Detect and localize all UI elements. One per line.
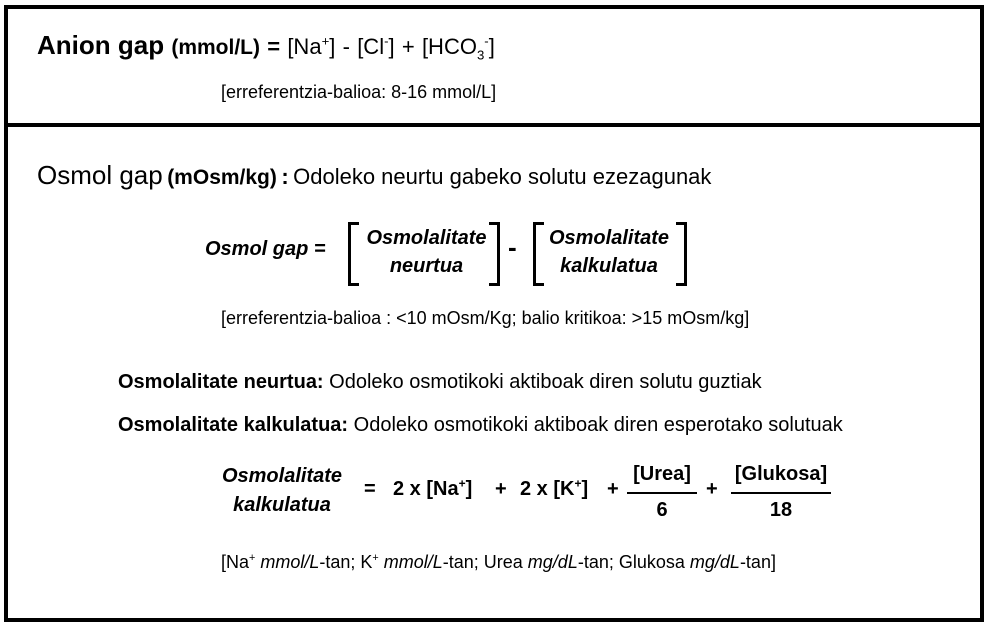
calc-formula-equals: = xyxy=(364,478,376,500)
anion-minus: - xyxy=(342,34,350,59)
calculated-term: Osmolalitate kalkulatua xyxy=(548,227,670,277)
anion-gap-reference: [erreferentzia-balioa: 8-16 mmol/L] xyxy=(221,82,497,102)
osmol-gap-heading xyxy=(37,160,711,191)
glucose-fraction-line xyxy=(731,492,831,494)
urea-denominator: 6 xyxy=(656,499,668,521)
section-divider xyxy=(4,123,984,127)
calc-plus-2: + xyxy=(607,478,619,500)
osmol-gap-reference: [erreferentzia-balioa : <10 mOsm/Kg; balio kritikoa: >15 mOsm/kg] xyxy=(221,308,750,328)
definition-calculated xyxy=(118,414,843,437)
osmol-gap-colon: : xyxy=(281,164,289,189)
calc-k-term: 2 x [K+] xyxy=(520,476,589,500)
formula-minus: - xyxy=(508,232,517,262)
definition-calculated-text: Odoleko osmotikoki aktiboak diren esperotako solutuak xyxy=(353,414,843,436)
definition-calculated-term: Osmolalitate kalkulatua: xyxy=(118,414,349,436)
anion-gap-equals: = xyxy=(267,34,281,59)
anion-gap-title: Anion gap xyxy=(37,30,165,60)
definition-measured xyxy=(118,371,762,394)
anion-gap-unit: (mmol/L) xyxy=(171,36,260,59)
anion-plus: + xyxy=(401,34,415,59)
osmol-gap-formula-label: Osmol gap = xyxy=(205,238,326,260)
glucose-denominator: 18 xyxy=(769,499,793,521)
osmol-gap-title: Osmol gap xyxy=(37,160,163,190)
glucose-numerator: [Glukosa] xyxy=(734,463,828,485)
calc-plus-3: + xyxy=(706,478,718,500)
right-bracket-calculated-close xyxy=(676,222,687,286)
measured-term: Osmolalitate neurtua xyxy=(366,227,487,277)
urea-numerator: [Urea] xyxy=(633,463,691,485)
osmol-gap-unit: (mOsm/kg) xyxy=(167,166,277,189)
calc-plus-1: + xyxy=(495,478,507,500)
anion-na-term: [Na+] xyxy=(287,33,336,59)
anion-hco3-term: $[HCO_3^-]$ xyxy=(421,33,495,63)
right-bracket-measured-close xyxy=(489,222,500,286)
units-note: [Na+ mmol/L-tan; K+ mmol/L-tan; Urea mg/dL-tan; Glukosa mg/dL-tan] xyxy=(221,552,776,572)
definition-measured-term: Osmolalitate neurtua: xyxy=(118,371,324,393)
urea-fraction-line xyxy=(627,492,697,494)
anion-gap-formula xyxy=(37,30,495,61)
anion-cl-term: [Cl-] xyxy=(357,33,395,59)
definition-measured-text: Odoleko osmotikoki aktiboak diren solutu guztiak xyxy=(329,371,762,393)
calc-formula-label: Osmolalitate kalkulatua xyxy=(221,465,343,516)
osmol-gap-description: Odoleko neurtu gabeko solutu ezezagunak xyxy=(293,164,712,189)
calc-na-term: 2 x [Na+] xyxy=(393,476,473,500)
